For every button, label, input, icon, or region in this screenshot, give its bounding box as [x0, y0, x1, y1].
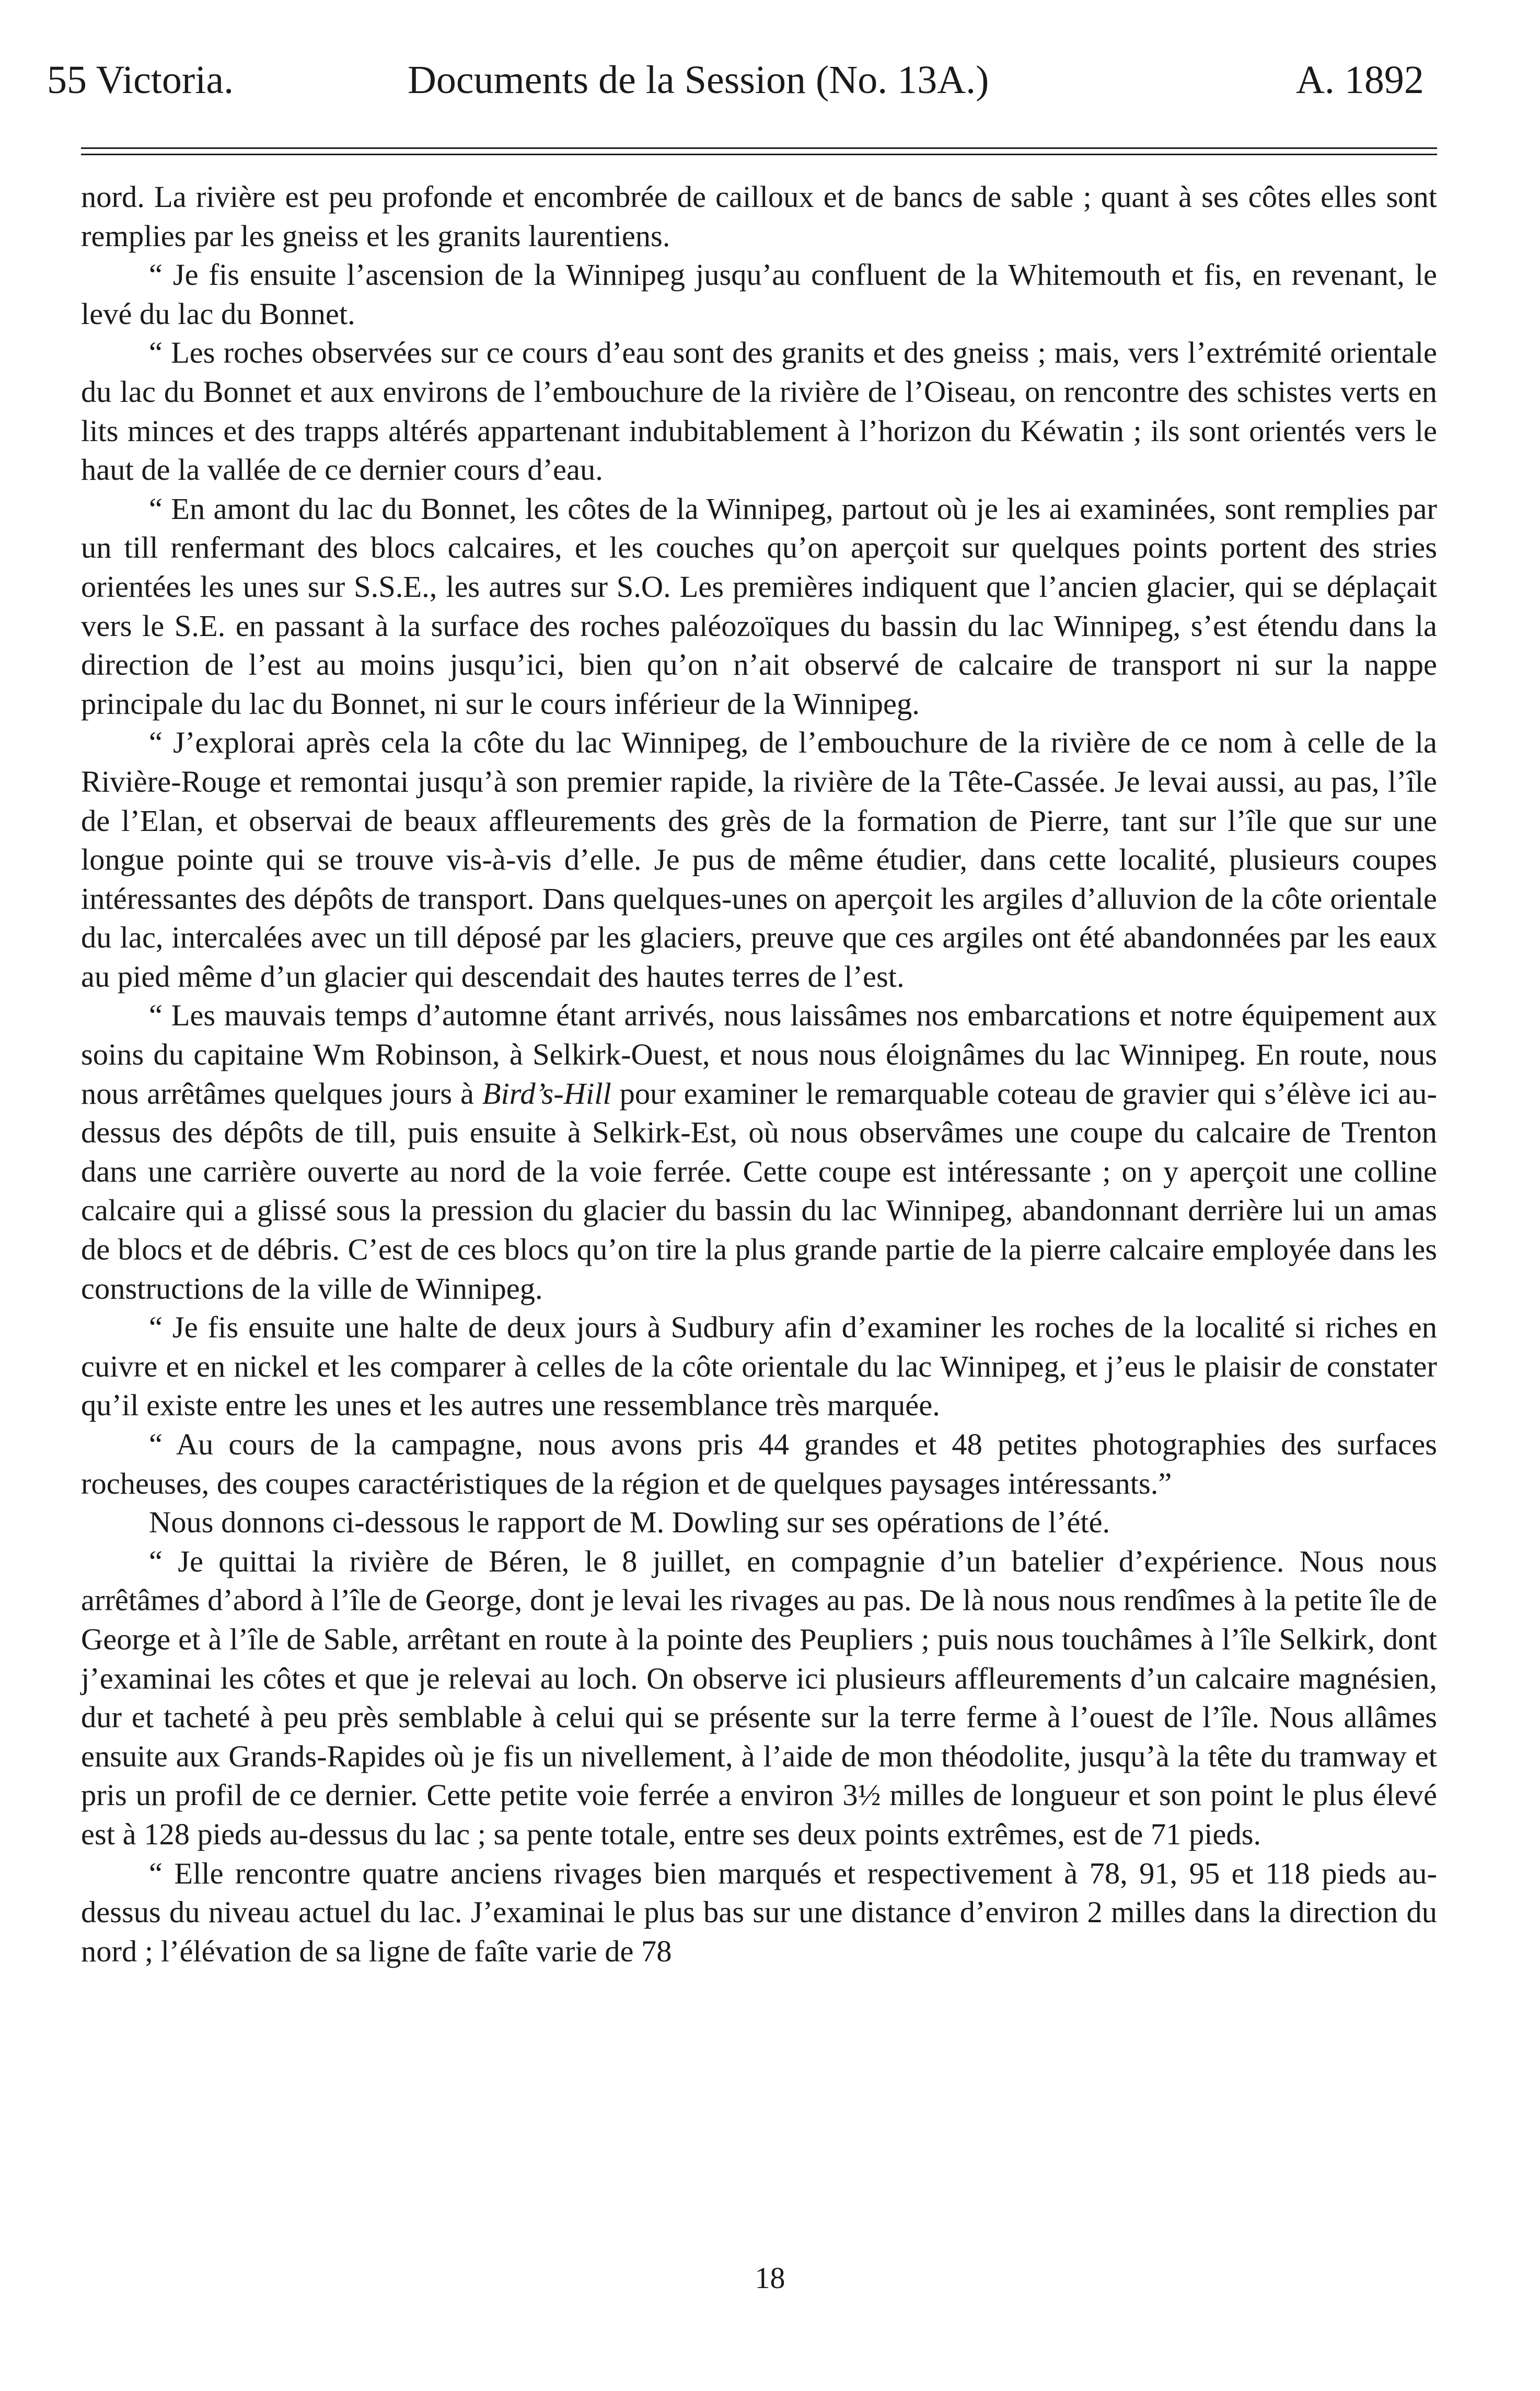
paragraph: nord. La rivière est peu profonde et encombrée de cailloux et de bancs de sable ; quant à ses côtes elles sont remplies par les gneiss et les granits laurentiens.: [81, 180, 1437, 253]
paragraph: “ Je quittai la rivière de Béren, le 8 juillet, en compagnie d’un batelier d’expérience. Nous nous arrêtâmes d’abord à l’île de George, dont je levai les rivages au pas. De là nous nous rendîmes à la petite île de George et à l’île de Sable, arrêtant en route à la pointe des Peupliers ; puis nous touchâmes à l’île Selkirk, dont j’examinai les côtes et que je relevai au loch. On observe ici plusieurs affleurements d’un calcaire magnésien, dur et tacheté à peu près semblable à celui qui se présente sur la terre ferme à l’ouest de l’île. Nous allâmes ensuite aux Grands-Rapides où je fis un nivellement, à l’aide de mon théodolite, jusqu’à la tête du tramway et pris un profil de ce dernier. Cette petite voie ferrée a environ 3½ milles de longueur et son point le plus élevé est à 128 pieds au-dessus du lac ; sa pente totale, entre ses deux points extrêmes, est de 71 pieds.: [81, 1544, 1437, 1851]
paragraph: “ En amont du lac du Bonnet, les côtes de la Winnipeg, partout où je les ai examinées, sont remplies par un till renfermant des blocs calcaires, et les couches qu’on aperçoit sur quelques points portent des stries orientées les unes sur S.S.E., les autres sur S.O. Les premières indiquent que l’ancien glacier, qui se déplaçait vers le S.E. en passant à la surface des roches paléozoïques du bassin du lac Winnipeg, s’est étendu dans la direction de l’est au moins jusqu’ici, bien qu’on n’ait observé de calcaire de transport ni sur la nappe principale du lac du Bonnet, ni sur le cours inférieur de la Winnipeg.: [81, 491, 1437, 721]
italic-place-name: Bird’s-Hill: [482, 1076, 611, 1111]
running-header: [47, 57, 1442, 115]
paragraph: “ J’explorai après cela la côte du lac Winnipeg, de l’embouchure de la rivière de ce nom à celle de la Rivière-Rouge et remontai jusqu’à son premier rapide, la rivière de la Tête-Cassée. Je levai aussi, au pas, l’île de l’Elan, et observai de beaux affleurements des grès de la formation de Pierre, tant sur l’île que sur une longue pointe qui se trouve vis-à-vis d’elle. Je pus de même étudier, dans cette localité, plusieurs coupes intéressantes des dépôts de transport. Dans quelques-unes on aperçoit les argiles d’alluvion de la côte orientale du lac, intercalées avec un till déposé par les glaciers, preuve que ces argiles ont été abandonnées par les eaux au pied même d’un glacier qui descendait des hautes terres de l’est.: [81, 725, 1437, 994]
page-number: 18: [755, 2261, 785, 2295]
text-run: “ Les mauvais temps d’automne étant arrivés, nous laissâmes nos embarcations et notre équipement aux soins du capitaine Wm Robinson, à Selkirk-Ouest, et nous nous éloignâmes du lac Winnipeg. En route, nous nous arrêtâmes quelques jours à: [81, 998, 1437, 1111]
paragraph: “ Je fis ensuite une halte de deux jours à Sudbury afin d’examiner les roches de la localité si riches en cuivre et en nickel et les comparer à celles de la côte orientale du lac Winnipeg, et j’eus le plaisir de constater qu’il existe entre les unes et les autres une ressemblance très marquée.: [81, 1310, 1437, 1423]
body-text: [81, 178, 1437, 1971]
paragraph: “ Au cours de la campagne, nous avons pris 44 grandes et 48 petites photographies des surfaces rocheuses, des coupes caractéristiques de la région et de quelques paysages intéressants.”: [81, 1427, 1437, 1500]
header-year: A. 1892: [1296, 58, 1424, 102]
paragraph: Nous donnons ci-dessous le rapport de M. Dowling sur ses opérations de l’été.: [149, 1505, 1110, 1540]
paragraph-with-italic: [81, 996, 1437, 1308]
header-rule-bottom: [81, 154, 1437, 155]
header-rule-top: [81, 147, 1437, 149]
text-run: pour examiner le remarquable coteau de gravier qui s’élève ici au-dessus des dépôts de till, puis ensuite à Selkirk-Est, où nous observâmes une coupe du calcaire de Trenton dans une carrière ouverte au nord de la voie ferrée. Cette coupe est intéressante ; on y aperçoit une colline calcaire qui a glissé sous la pression du glacier du bassin du lac Winnipeg, abandonnant derrière lui un amas de blocs et de débris. C’est de ces blocs qu’on tire la plus grande partie de la pierre calcaire employée dans les constructions de la ville de Winnipeg.: [81, 1076, 1437, 1306]
paragraph: “ Elle rencontre quatre anciens rivages bien marqués et respectivement à 78, 91, 95 et 118 pieds au-dessus du niveau actuel du lac. J’examinai le plus bas sur une distance d’environ 2 milles dans la direction du nord ; l’élévation de sa ligne de faîte varie de 78: [81, 1856, 1437, 1968]
paragraph: “ Je fis ensuite l’ascension de la Winnipeg jusqu’au confluent de la Whitemouth et fis, en revenant, le levé du lac du Bonnet.: [81, 258, 1437, 331]
paragraph: “ Les roches observées sur ce cours d’eau sont des granits et des gneiss ; mais, vers l’extrémité orientale du lac du Bonnet et aux environs de l’embouchure de la rivière de l’Oiseau, on rencontre des schistes verts en lits minces et des trapps altérés appartenant indubitablement à l’horizon du Kéwatin ; ils sont orientés vers le haut de la vallée de ce dernier cours d’eau.: [81, 336, 1437, 487]
header-title: Documents de la Session (No. 13A.): [408, 58, 989, 102]
header-volume: 55 Victoria.: [47, 58, 234, 102]
